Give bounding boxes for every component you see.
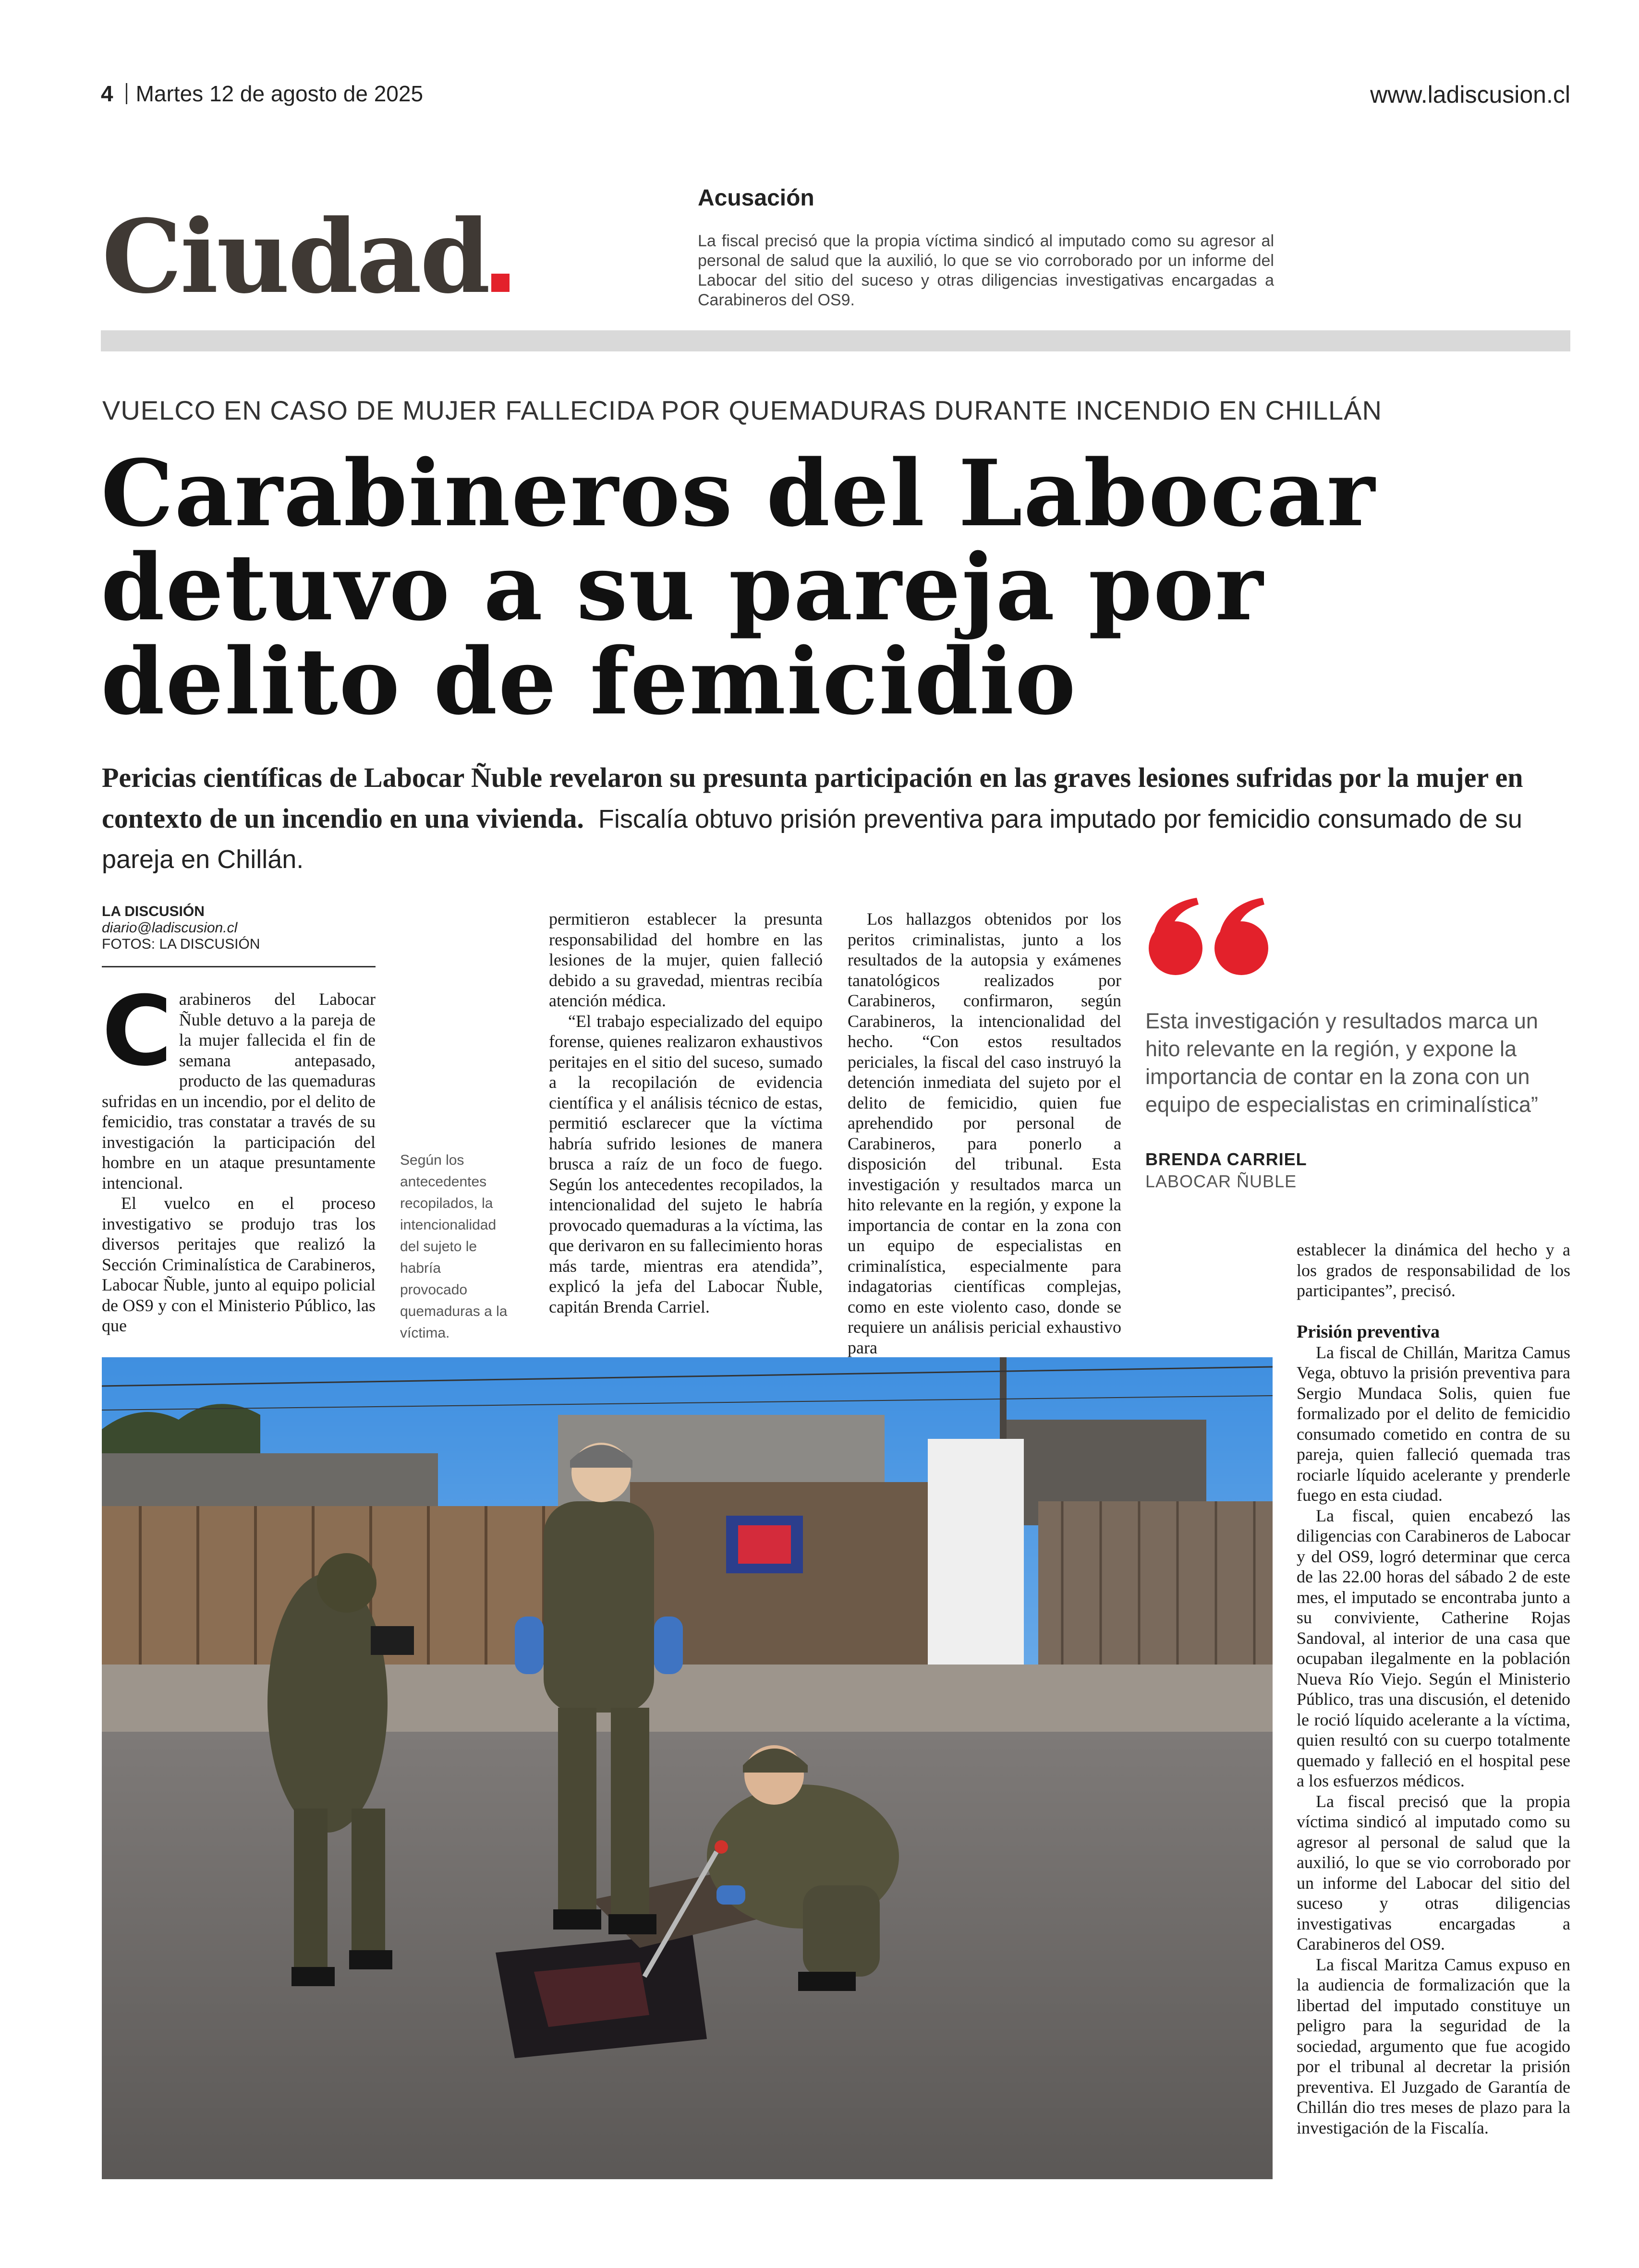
body-column-1: [102, 976, 376, 1336]
byline-outlet: LA DISCUSIÓN: [102, 904, 205, 919]
section-name: Ciudad: [102, 197, 489, 316]
photo-caption: Según los antecedentes recopilados, la intencionalidad del sujeto le habría provocado quemaduras a la víctima.: [400, 1152, 508, 1341]
article-overline: VUELCO EN CASO DE MUJER FALLECIDA POR QUEMADURAS DURANTE INCENDIO EN CHILLÁN: [102, 395, 1382, 425]
paragraph: La fiscal, quien encabezó las diligencias con Carabineros de Labocar y del OS9, logró determinar que cerca de las 22.00 horas del sábado 2 de este mes, el imputado se encontraba junto a su conviviente, Catherine Rojas Sandoval, al interior de una casa que ocupaban ilegalmente en la población Nueva Río Viejo. Según el Ministerio Público, tras una discusión, el detenido le roció líquido acelerante a la víctima, quien resultó con su cuerpo totalmente quemado y falleció en el hospital pese a los esfuerzos médicos.: [1297, 1506, 1570, 1790]
website-url[interactable]: www.ladiscusion.cl: [1370, 81, 1570, 108]
paragraph: establecer la dinámica del hecho y a los grados de responsabilidad de los participantes”, precisó.: [1297, 1240, 1570, 1300]
byline-rule: [102, 966, 376, 967]
paragraph: El vuelco en el proceso investigativo se produjo tras los diversos peritajes que realizó la Sección Criminalística de Carabineros, Labocar Ñuble, junto al equipo policial de OS9 y con el Ministerio Público, las que: [102, 1194, 376, 1335]
subhead: Prisión preventiva: [1297, 1321, 1440, 1342]
body-column-3: [848, 909, 1121, 1358]
sidebar-text: La fiscal precisó que la propia víctima sindicó al imputado como su agresor al personal de salud que la auxilió, lo que se vio corroborado por un informe del Labocar del sitio del suceso y otras diligencias investigativas encargadas a Carabineros del OS9.: [698, 232, 1274, 309]
section-accent-dot: [491, 274, 510, 292]
drop-cap: C: [102, 976, 172, 1087]
sidebar-title: Acusación: [698, 185, 814, 211]
paragraph: Carabineros del Labocar Ñuble detuvo a la pareja de la mujer fallecida el fin de semana antepasado, producto de las quemaduras sufridas en un incendio, por el delito de femicidio, tras constatar a través de su investigación la participación del hombre en un ataque presuntamente intencional.: [102, 976, 376, 1193]
article-headline: Carabineros del Labocar detuvo a su pareja por delito de femicidio: [101, 440, 1376, 735]
paragraph: La fiscal Maritza Camus expuso en la audiencia de formalización que la libertad del imputado constituye un peligro para la seguridad de la sociedad, argumento que fue acogido por el tribunal al decretar la prisión preventiva. El Juzgado de Garantía de Chillán dio tres meses de plazo para la investigación de la Fiscalía.: [1297, 1954, 1570, 2137]
lead-bold: Pericias científicas de Labocar Ñuble revelaron su presunta participación en las graves lesiones sufridas por la mujer en contexto de un incendio en una vivienda.: [102, 762, 1523, 834]
paragraph: permitieron establecer la presunta responsabilidad del hombre en las lesiones de la mujer, quien falleció debido a su gravedad, mientras recibía atención médica.: [549, 909, 823, 1010]
page-folio: [101, 81, 423, 107]
folio-divider: [126, 83, 127, 104]
paragraph: Los hallazgos obtenidos por los peritos criminalistas, junto a los resultados de la autopsia y exámenes tanatológicos realizados por Carabineros, confirmaron, según Carabineros, la intencionalidad del hecho. “Con estos resultados periciales, la fiscal del caso instruyó la detención inmediata del sujeto por el delito de femicidio, quien fue aprehendido por personal de Carabineros, para ponerlo a disposición del tribunal. Esta investigación y resultados marca un hito relevante en la región, y expone la importancia de contar en la zona con un equipo de especialistas en criminalística, especialmente para indagatorias científicas complejas, como en este violento caso, donde se requiere un análisis pericial exhaustivo para: [848, 909, 1121, 1357]
section-title: [102, 197, 510, 316]
quote-mark-icon: [1143, 898, 1277, 979]
byline: [102, 904, 260, 953]
byline-email: diario@ladiscusion.cl: [102, 920, 238, 936]
paragraph: La fiscal de Chillán, Maritza Camus Vega, obtuvo la prisión preventiva para Sergio Mundaca Solis, quien fue formalizado por el delito de femicidio consumado cometido en contra de su pareja, quien falleció quemada tras rociarle líquido acelerante y prenderle fuego en esta ciudad.: [1297, 1342, 1570, 1505]
article-lead: [102, 758, 1570, 880]
pullquote-role: LABOCAR ÑUBLE: [1145, 1171, 1297, 1191]
page-number: 4: [101, 81, 113, 106]
body-column-2: [549, 909, 823, 1317]
byline-photos: FOTOS: LA DISCUSIÓN: [102, 936, 260, 952]
body-column-4: [1297, 1240, 1570, 2138]
paragraph: La fiscal precisó que la propia víctima sindicó al imputado como su agresor al personal de salud que la auxilió, lo que se vio corroborado por un informe del Labocar del sitio del suceso y otras diligencias investigativas encargadas a Carabineros del OS9.: [1297, 1791, 1570, 1954]
pullquote-name: BRENDA CARRIEL: [1145, 1149, 1307, 1169]
pullquote-text: Esta investigación y resultados marca un hito relevante en la región, y expone la importancia de contar en la zona con un equipo de especialistas en criminalística”: [1145, 1009, 1538, 1117]
lead-regular: Fiscalía obtuvo prisión preventiva para imputado por femicidio consumado de su pareja en Chillán.: [102, 805, 1522, 874]
paragraph: “El trabajo especializado del equipo forense, quienes realizaron exhaustivos peritajes en el sitio del suceso, sumado a la recopilación de evidencia científica y el análisis técnico de estas, permitió esclarecer que la víctima habría sufrido lesiones de manera brusca a raíz de un foco de fuego. Según los antecedentes recopilados, la intencionalidad del sujeto le habría provocado quemaduras a la víctima, las que derivaron en su fallecimiento horas más tarde, mientras era atendida”, explicó la jefa del Labocar Ñuble, capitán Brenda Carriel.: [549, 1011, 823, 1316]
header-rule: [101, 330, 1570, 351]
news-photo: [102, 1357, 1273, 2179]
issue-date: Martes 12 de agosto de 2025: [135, 81, 424, 106]
